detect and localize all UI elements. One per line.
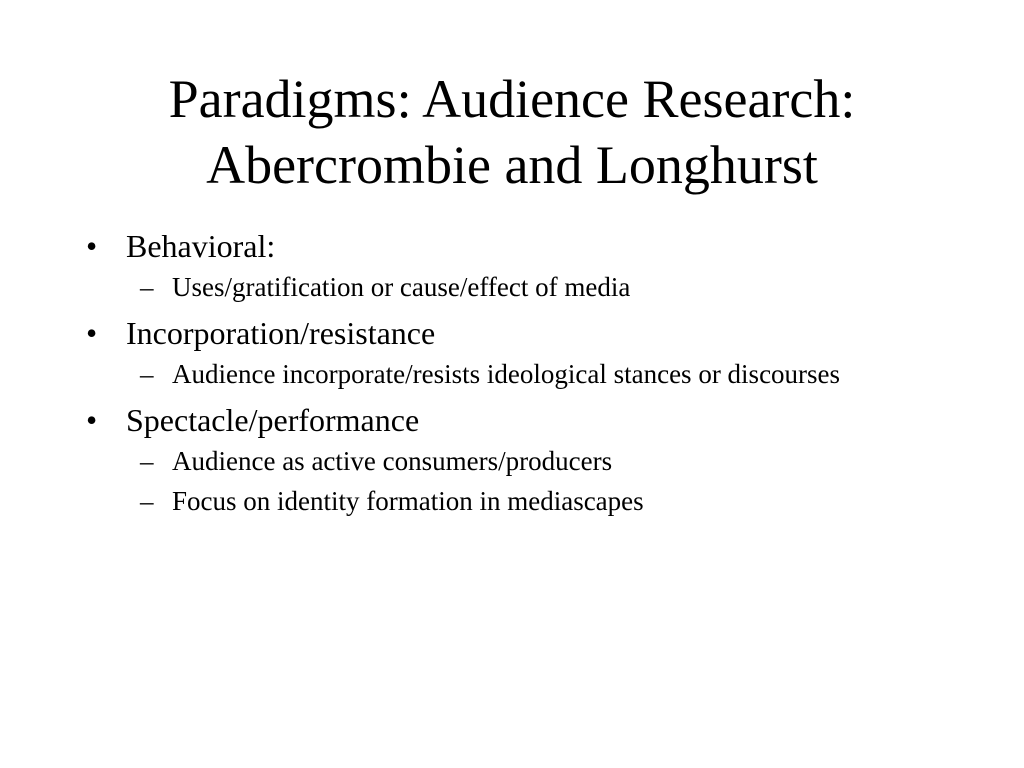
bullet-item-incorporation <box>86 313 936 391</box>
bullet-item-spectacle <box>86 400 936 518</box>
sub-item-text: Uses/gratification or cause/effect of media <box>172 272 631 302</box>
sub-item <box>126 444 936 478</box>
sub-list <box>126 357 936 391</box>
title-line-2: Abercrombie and Longhurst <box>206 135 818 195</box>
sub-item <box>126 270 936 304</box>
sub-marker: – <box>140 446 154 476</box>
slide-title <box>60 66 964 198</box>
sub-item <box>126 484 936 518</box>
sub-list <box>126 444 936 518</box>
bullet-text: Spectacle/performance <box>126 402 420 438</box>
sub-marker: – <box>140 486 154 516</box>
bullet-text: Incorporation/resistance <box>126 315 436 351</box>
sub-item <box>126 357 936 391</box>
bullet-marker: • <box>86 315 98 351</box>
sub-marker: – <box>140 359 154 389</box>
bullet-text: Behavioral: <box>126 228 276 264</box>
sub-marker: – <box>140 272 154 302</box>
sub-item-text: Audience as active consumers/producers <box>172 446 613 476</box>
sub-item-text: Focus on identity formation in mediascapes <box>172 486 644 516</box>
sub-item-text: Audience incorporate/resists ideological stances or discourses <box>172 359 841 389</box>
title-line-1: Paradigms: Audience Research: <box>168 69 856 129</box>
bullet-marker: • <box>86 228 98 264</box>
sub-list <box>126 270 936 304</box>
bullet-marker: • <box>86 402 98 438</box>
bullet-list <box>86 226 936 524</box>
bullet-item-behavioral <box>86 226 936 304</box>
